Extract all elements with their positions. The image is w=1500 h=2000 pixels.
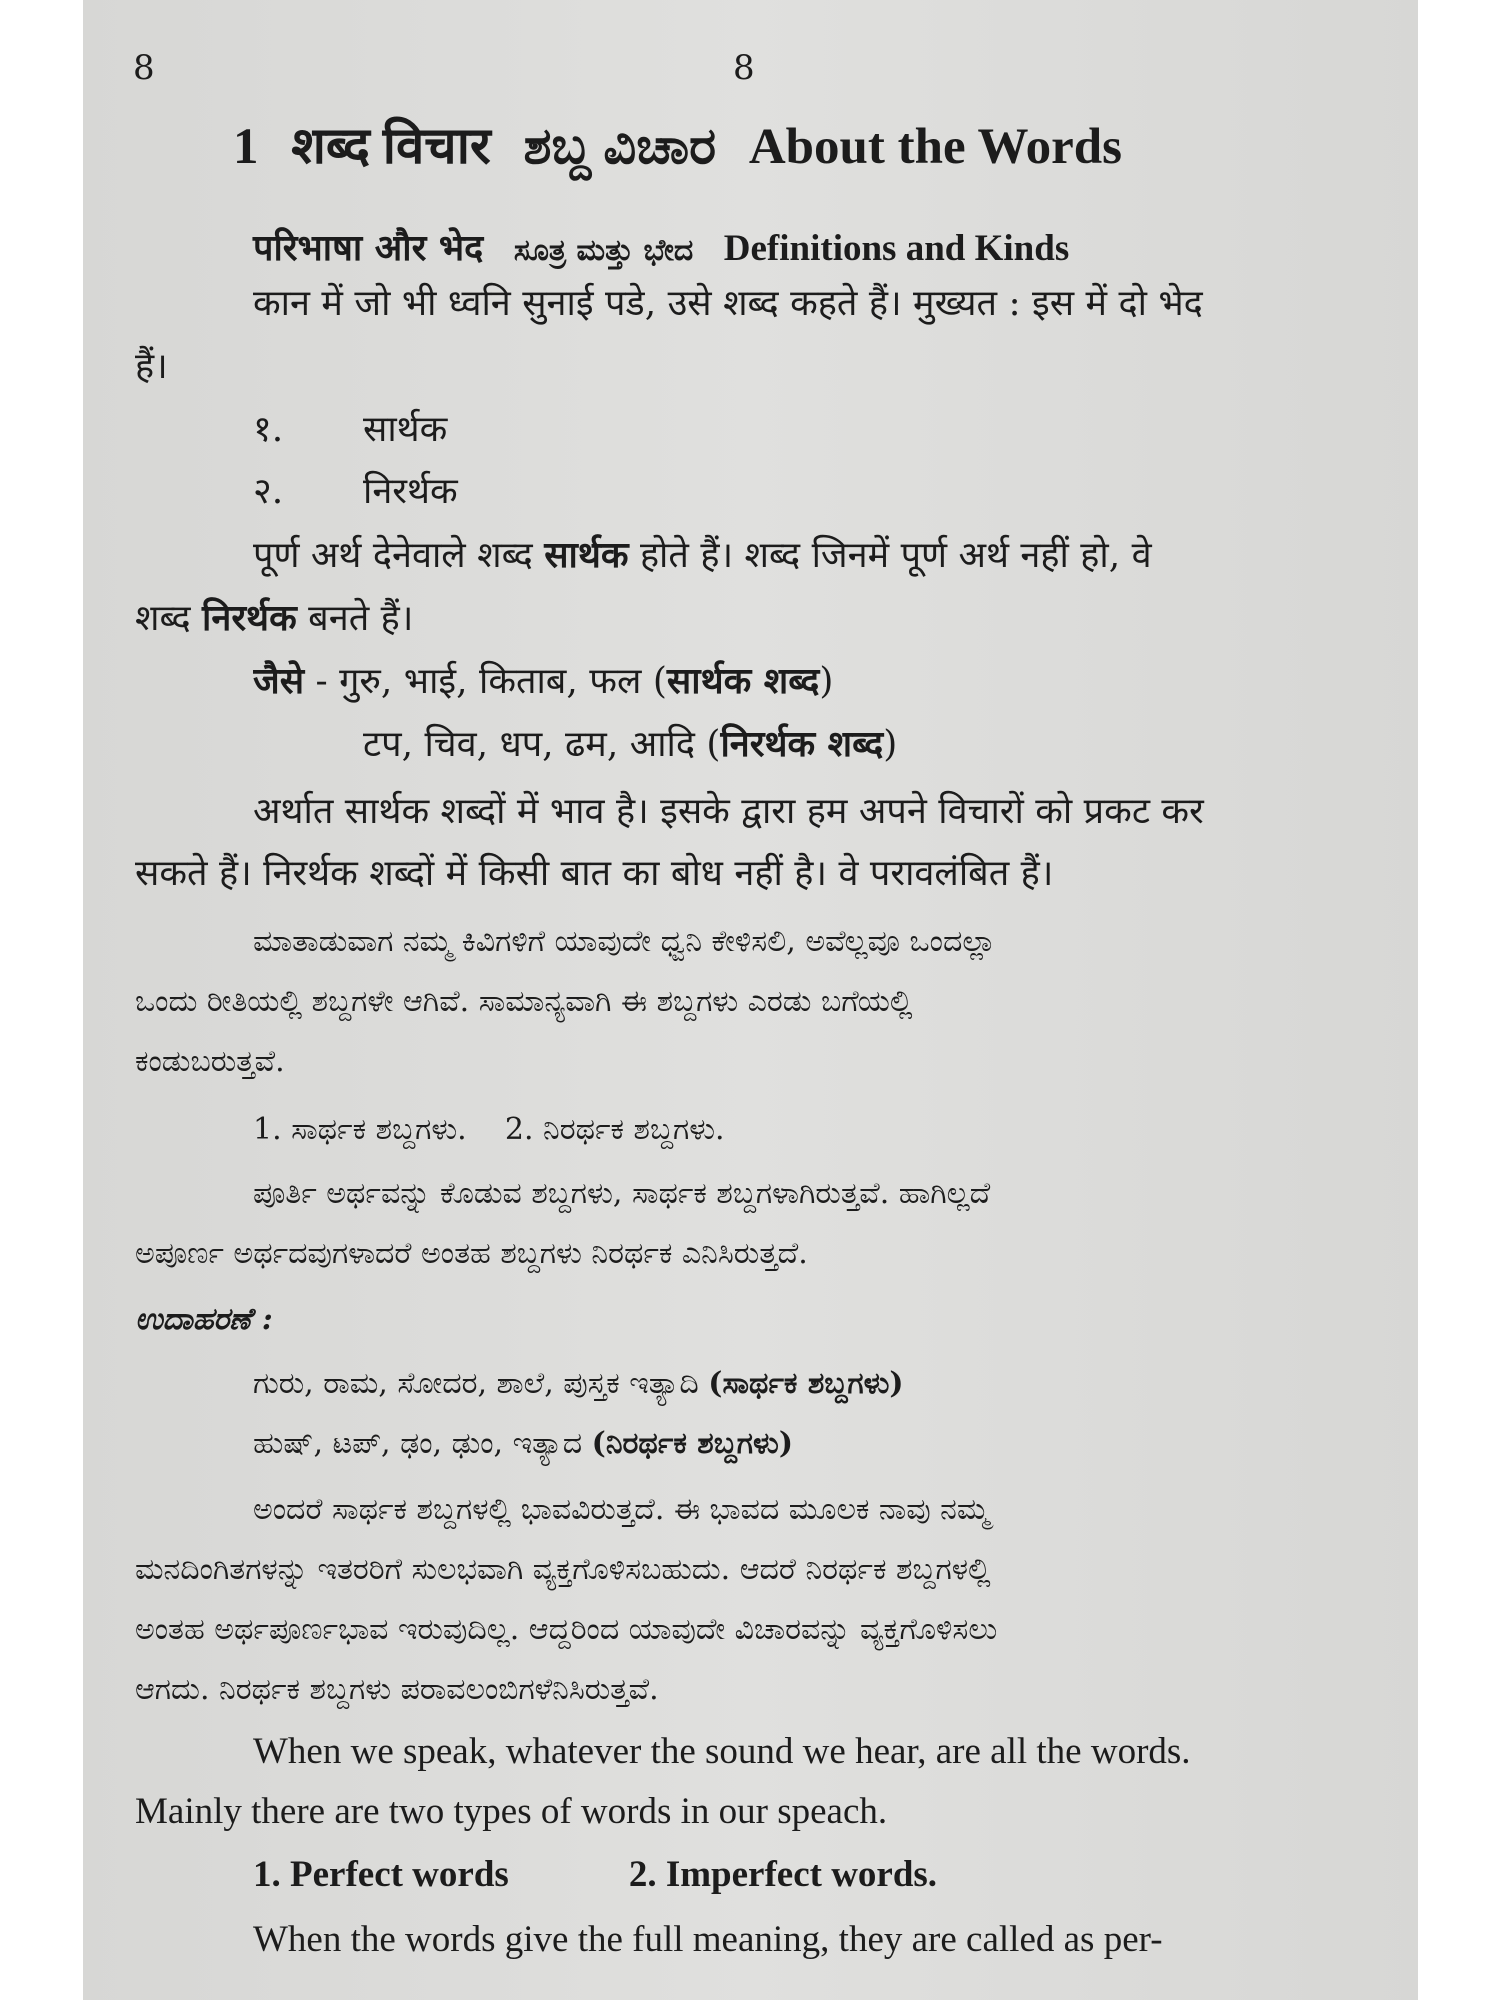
chapter-title bbox=[233, 108, 1383, 178]
kannada-example-2 bbox=[253, 1422, 1380, 1466]
text-run: पूर्ण अर्थ देनेवाले शब्द bbox=[253, 535, 545, 576]
list-number: २. bbox=[253, 471, 284, 512]
list-item-imperfect: 2. Imperfect words. bbox=[628, 1854, 938, 1895]
kannada-paragraph-1-line-2: ಒಂದು ರೀತಿಯಲ್ಲಿ ಶಬ್ದಗಳೇ ಆಗಿವೆ. ಸಾಮಾನ್ಯವಾಗಿ ಈ ಶಬ್ದಗಳು ಎರಡು ಬಗೆಯಲ್ಲಿ bbox=[135, 984, 913, 1019]
bold-term: (ಸಾರ್ಥಕ ಶಬ್ದಗಳು) bbox=[708, 1366, 904, 1401]
kannada-paragraph-1-line-3: ಕಂಡುಬರುತ್ತವೆ. bbox=[135, 1044, 285, 1079]
hindi-paragraph-2-line-2 bbox=[135, 596, 1380, 641]
text-run: ) bbox=[819, 661, 834, 702]
example-label: जैसे bbox=[253, 660, 305, 702]
text-run: बनते हैं। bbox=[296, 598, 414, 639]
title-hindi: शब्द विचार bbox=[291, 119, 491, 175]
kannada-paragraph-3-line-3: ಅಂತಹ ಅರ್ಥಪೂರ್ಣಭಾವ ಇರುವುದಿಲ್ಲ. ಆದ್ದರಿಂದ ಯಾವುದೇ ವಿಚಾರವನ್ನು ವ್ಯಕ್ತಗೊಳಿಸಲು bbox=[135, 1612, 998, 1647]
bold-term: निरर्थक शब्द bbox=[720, 723, 884, 765]
list-text: निरर्थक bbox=[363, 471, 458, 512]
english-paragraph-2-line-1: When the words give the full meaning, they are called as per- bbox=[253, 1919, 1163, 1960]
title-kannada: ಶಬ್ದ ವಿಚಾರ bbox=[523, 119, 717, 175]
book-page bbox=[83, 0, 1418, 2000]
kannada-paragraph-3-line-1: ಅಂದರೆ ಸಾರ್ಥಕ ಶಬ್ದಗಳಲ್ಲಿ ಭಾವವಿರುತ್ತದೆ. ಈ ಭಾವದ ಮೂಲಕ ನಾವು ನಮ್ಮ bbox=[253, 1492, 990, 1527]
kannada-paragraph-1-line-1: ಮಾತಾಡುವಾಗ ನಮ್ಮ ಕಿವಿಗಳಿಗೆ ಯಾವುದೇ ಧ್ವನಿ ಕೇಳಿಸಲಿ, ಅವೆಲ್ಲವೂ ಒಂದಲ್ಲಾ bbox=[253, 924, 996, 959]
kannada-paragraph-2-line-2: ಅಪೂರ್ಣ ಅರ್ಥದವುಗಳಾದರೆ ಅಂತಹ ಶಬ್ದಗಳು ನಿರರ್ಥಕ ಎನಿಸಿರುತ್ತದೆ. bbox=[135, 1236, 808, 1271]
bold-term: निरर्थक bbox=[202, 597, 297, 639]
bold-term: सार्थक bbox=[544, 534, 629, 576]
text-run: ) bbox=[883, 724, 898, 765]
hindi-paragraph-1-line-2: हैं। bbox=[135, 346, 168, 387]
hindi-list-item-1 bbox=[253, 408, 1380, 452]
hindi-paragraph-1-line-1: कान में जो भी ध्वनि सुनाई पडे, उसे शब्द कहते हैं। मुख्यत : इस में दो भेद bbox=[253, 283, 1203, 324]
english-paragraph-1-line-1: When we speak, whatever the sound we hear, are all the words. bbox=[253, 1731, 1191, 1772]
section-subtitle bbox=[253, 222, 1087, 271]
text-run: होते हैं। शब्द जिनमें पूर्ण अर्थ नहीं हो, वे bbox=[628, 535, 1152, 576]
kannada-list: 1. ಸಾರ್ಥಕ ಶಬ್ದಗಳು. 2. ನಿರರ್ಥಕ ಶಬ್ದಗಳು. bbox=[253, 1112, 725, 1147]
subtitle-hindi: परिभाषा और भेद bbox=[253, 227, 484, 269]
list-number: १. bbox=[253, 409, 284, 450]
chapter-number: 1 bbox=[233, 119, 259, 175]
list-text: सार्थक bbox=[363, 409, 448, 450]
hindi-example-1 bbox=[253, 659, 1380, 704]
subtitle-english: Definitions and Kinds bbox=[723, 228, 1070, 269]
title-english: About the Words bbox=[748, 119, 1122, 175]
hindi-paragraph-3-line-2: सकते हैं। निरर्थक शब्दों में किसी बात का बोध नहीं है। वे परावलंबित हैं। bbox=[135, 853, 1054, 894]
text-run: ಗುರು, ರಾಮ, ಸೋದರ, ಶಾಲೆ, ಪುಸ್ತಕ ಇತ್ಯಾದಿ bbox=[253, 1366, 709, 1401]
page-number-center: 8 bbox=[733, 48, 755, 88]
hindi-list-item-2 bbox=[253, 470, 1380, 514]
hindi-paragraph-2-line-1 bbox=[253, 533, 1380, 578]
kannada-paragraph-3-line-4: ಆಗದು. ನಿರರ್ಥಕ ಶಬ್ದಗಳು ಪರಾವಲಂಬಿಗಳೆನಿಸಿರುತ್ತವೆ. bbox=[135, 1672, 659, 1707]
subtitle-kannada: ಸೂತ್ರ ಮತ್ತು ಭೇದ bbox=[513, 233, 694, 268]
kannada-example-label: ಉದಾಹರಣೆ : bbox=[135, 1302, 273, 1337]
text-run: शब्द bbox=[135, 598, 203, 639]
text-run: ಹುಷ್, ಟಪ್, ಢಂ, ಢುಂ, ಇತ್ಯಾದ bbox=[253, 1426, 592, 1461]
kannada-example-1 bbox=[253, 1362, 1380, 1406]
text-run: टप, चिव, धप, ढम, आदि ( bbox=[363, 724, 721, 765]
hindi-example-2 bbox=[363, 722, 1380, 767]
list-item-perfect: 1. Perfect words bbox=[253, 1854, 509, 1895]
kannada-paragraph-3-line-2: ಮನದಿಂಗಿತಗಳನ್ನು ಇತರರಿಗೆ ಸುಲಭವಾಗಿ ವ್ಯಕ್ತಗೊಳಿಸಬಹುದು. ಆದರೆ ನಿರರ್ಥಕ ಶಬ್ದಗಳಲ್ಲಿ bbox=[135, 1552, 991, 1587]
bold-term: सार्थक शब्द bbox=[666, 660, 820, 702]
kannada-paragraph-2-line-1: ಪೂರ್ತಿ ಅರ್ಥವನ್ನು ಕೊಡುವ ಶಬ್ದಗಳು, ಸಾರ್ಥಕ ಶಬ್ದಗಳಾಗಿರುತ್ತವೆ. ಹಾಗಿಲ್ಲದೆ bbox=[253, 1176, 991, 1211]
text-run: - गुरु, भाई, किताब, फल ( bbox=[304, 661, 667, 702]
page-number-left: 8 bbox=[133, 48, 155, 88]
english-list bbox=[253, 1853, 1380, 1897]
english-paragraph-1-line-2: Mainly there are two types of words in our speach. bbox=[135, 1791, 888, 1832]
bold-term: (ನಿರರ್ಥಕ ಶಬ್ದಗಳು) bbox=[591, 1426, 794, 1461]
hindi-paragraph-3-line-1: अर्थात सार्थक शब्दों में भाव है। इसके द्वारा हम अपने विचारों को प्रकट कर bbox=[253, 791, 1204, 832]
